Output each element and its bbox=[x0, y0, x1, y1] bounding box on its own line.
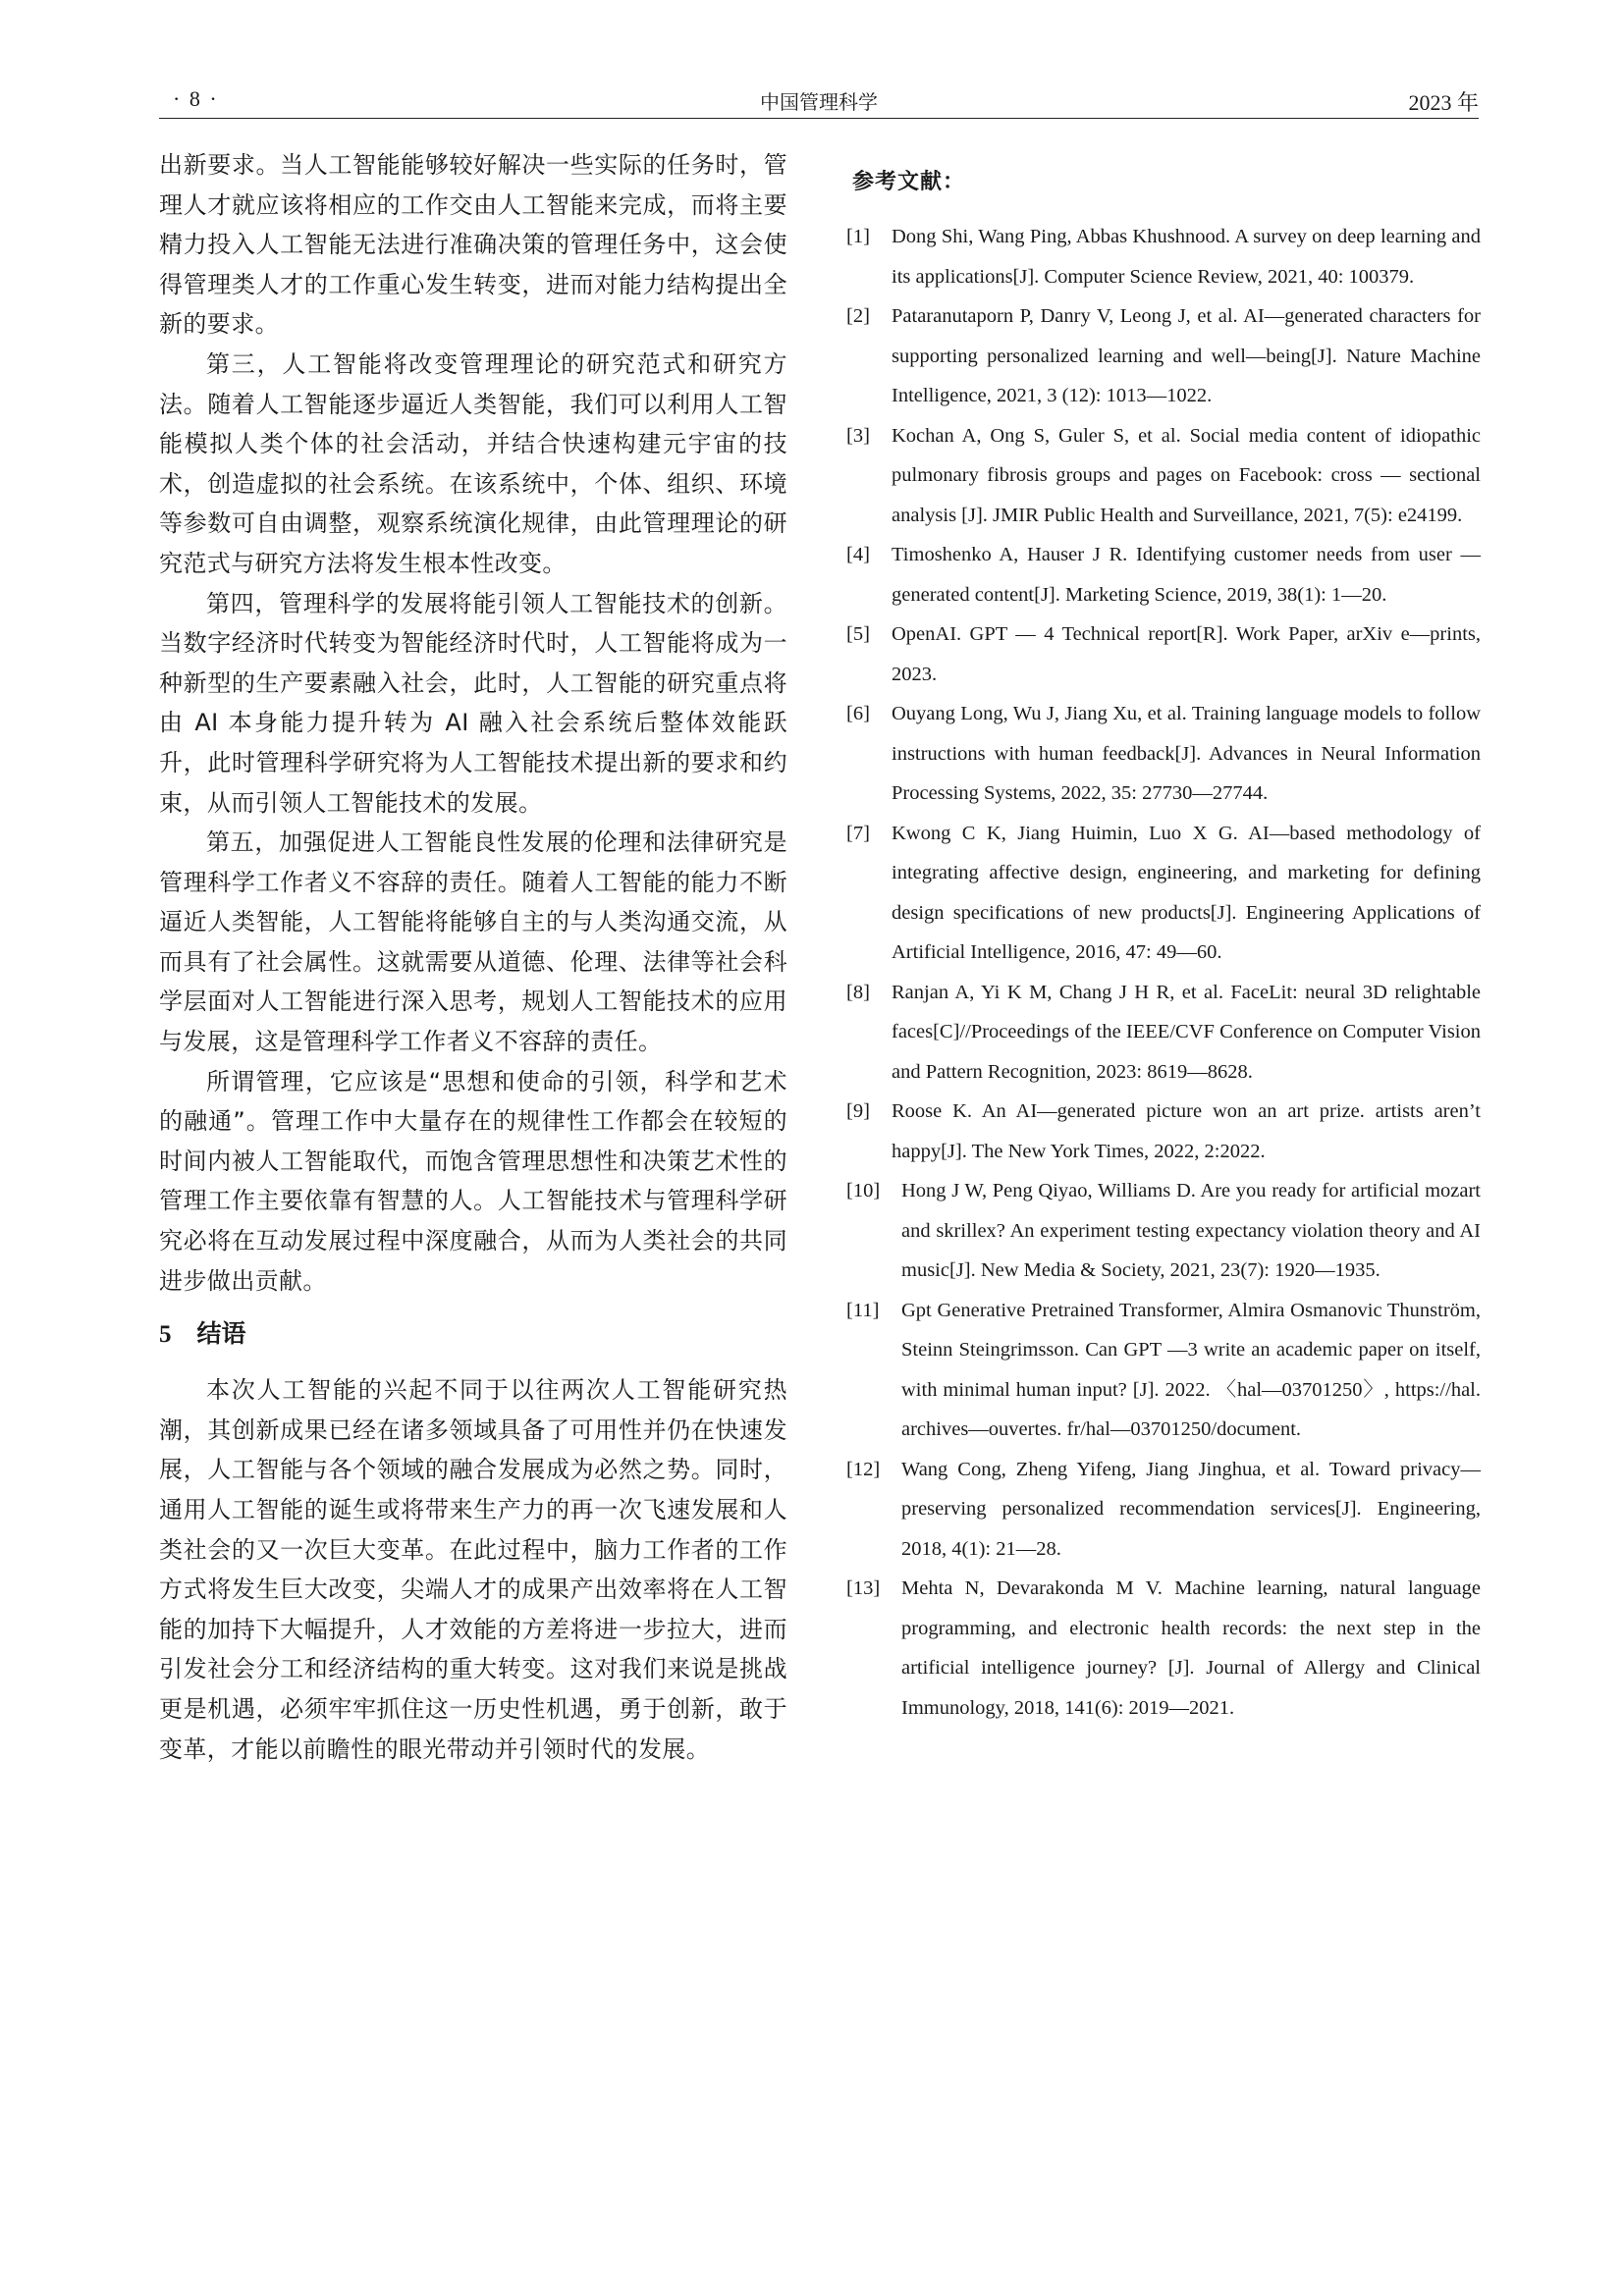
reference-number: [3] bbox=[846, 424, 870, 447]
body-paragraph: 第五，加强促进人工智能良性发展的伦理和法律研究是管理科学工作者义不容辞的责任。随着人工智能的能力不断逼近人类智能，人工智能将能够自主的与人类沟通交流，从而具有了社会属性。这就需要从道德、伦理、法律等社会科学层面对人工智能进行深入思考，规划人工智能技术的应用与发展，这是管理科学工作者义不容辞的责任。 bbox=[159, 828, 787, 1056]
reference-item bbox=[846, 416, 1481, 536]
reference-item bbox=[846, 1171, 1481, 1291]
reference-number: [2] bbox=[846, 305, 870, 327]
reference-number: [13] bbox=[846, 1577, 881, 1599]
page-number: · 8 · bbox=[173, 86, 219, 111]
reference-item bbox=[846, 217, 1481, 296]
reference-number: [1] bbox=[846, 226, 870, 247]
reference-number: [12] bbox=[846, 1458, 881, 1480]
reference-number: [7] bbox=[846, 822, 870, 844]
left-column bbox=[159, 145, 787, 1769]
section-number: 5 bbox=[159, 1321, 172, 1349]
reference-item bbox=[846, 1450, 1481, 1570]
reference-number: [6] bbox=[846, 703, 870, 724]
reference-number: [4] bbox=[846, 544, 870, 565]
reference-number: [9] bbox=[846, 1100, 870, 1122]
reference-text: Pataranutaporn P, Danry V, Leong J, et al. AI—generated characters for supporting personalized learning and well—being[J]. Nature Machine Intelligence, 2021, 3 (12): 1013—1022. bbox=[892, 305, 1481, 406]
reference-text: Gpt Generative Pretrained Transformer, Almira Osmanovic Thunström, Steinn Steingrimsson. Can GPT —3 write an academic paper on itself, with minimal human input? [J]. 2022. 〈hal—03701250〉, https://hal. archives—ouvertes. fr/hal—03701250/document. bbox=[901, 1299, 1481, 1440]
reference-item bbox=[846, 1092, 1481, 1171]
reference-text: Wang Cong, Zheng Yifeng, Jiang Jinghua, et al. Toward privacy—preserving personalized recommendation services[J]. Engineering, 2018, 4(1): 21—28. bbox=[901, 1458, 1481, 1560]
reference-list bbox=[846, 217, 1481, 1728]
references-column bbox=[846, 165, 1481, 1728]
body-paragraph: 出新要求。当人工智能能够较好解决一些实际的任务时，管理人才就应该将相应的工作交由人工智能来完成，而将主要精力投入人工智能无法进行准确决策的管理任务中，这会使得管理类人才的工作重心发生转变，进而对能力结构提出全新的要求。 bbox=[159, 151, 787, 339]
reference-number: [10] bbox=[846, 1180, 881, 1201]
reference-text: Roose K. An AI—generated picture won an art prize. artists aren’t happy[J]. The New York Times, 2022, 2:2022. bbox=[892, 1100, 1481, 1162]
body-paragraph: 第四，管理科学的发展将能引领人工智能技术的创新。当数字经济时代转变为智能经济时代时，人工智能将成为一种新型的生产要素融入社会，此时，人工智能的研究重点将由 AI 本身能力提升转为 AI 融入社会系统后整体效能跃升，此时管理科学研究将为人工智能技术提出新的要求和约束，从而引领人工智能技术的发展。 bbox=[159, 589, 787, 817]
reference-text: OpenAI. GPT — 4 Technical report[R]. Work Paper, arXiv e—prints, 2023. bbox=[892, 623, 1481, 685]
reference-text: Dong Shi, Wang Ping, Abbas Khushnood. A survey on deep learning and its applications[J]. Computer Science Review, 2021, 40: 100379. bbox=[892, 226, 1481, 288]
reference-text: Ranjan A, Yi K M, Chang J H R, et al. FaceLit: neural 3D relightable faces[C]//Proceedings of the IEEE/CVF Conference on Computer Vision and Pattern Recognition, 2023: 8619—8628. bbox=[892, 981, 1481, 1083]
references-title: 参考文献： bbox=[852, 170, 966, 194]
page-header bbox=[159, 84, 1479, 119]
publication-year: 2023 年 bbox=[1408, 90, 1479, 115]
section-heading bbox=[159, 1314, 787, 1355]
reference-number: [8] bbox=[846, 981, 870, 1003]
reference-text: Hong J W, Peng Qiyao, Williams D. Are you ready for artificial mozart and skrillex? An experiment testing expectancy violation theory and AI music[J]. New Media & Society, 2021, 23(7): 1920—1935. bbox=[901, 1180, 1481, 1281]
section-title: 结语 bbox=[196, 1319, 246, 1349]
reference-item bbox=[846, 694, 1481, 814]
reference-item bbox=[846, 535, 1481, 614]
body-paragraph: 所谓管理，它应该是“思想和使命的引领，科学和艺术的融通”。管理工作中大量存在的规律性工作都会在较短的时间内被人工智能取代，而饱含管理思想性和决策艺术性的管理工作主要依靠有智慧的人。人工智能技术与管理科学研究必将在互动发展过程中深度融合，从而为人类社会的共同进步做出贡献。 bbox=[159, 1067, 787, 1295]
reference-item bbox=[846, 814, 1481, 973]
reference-number: [11] bbox=[846, 1299, 880, 1321]
reference-text: Kwong C K, Jiang Huimin, Luo X G. AI—based methodology of integrating affective design, engineering, and marketing for defining design specifications of new products[J]. Engineering Applications of Artificial Intelligence, 2016, 47: 49—60. bbox=[892, 822, 1481, 963]
reference-text: Timoshenko A, Hauser J R. Identifying customer needs from user — generated content[J]. Marketing Science, 2019, 38(1): 1—20. bbox=[892, 544, 1481, 606]
conclusion-paragraph: 本次人工智能的兴起不同于以往两次人工智能研究热潮，其创新成果已经在诸多领域具备了可用性并仍在快速发展，人工智能与各个领域的融合发展成为必然之势。同时，通用人工智能的诞生或将带来生产力的再一次飞速发展和人类社会的又一次巨大变革。在此过程中，脑力工作者的工作方式将发生巨大改变，尖端人才的成果产出效率将在人工智能的加持下大幅提升，人才效能的方差将进一步拉大，进而引发社会分工和经济结构的重大转变。这对我们来说是挑战更是机遇，必须牢牢抓住这一历史性机遇，勇于创新，敢于变革，才能以前瞻性的眼光带动并引领时代的发展。 bbox=[159, 1376, 787, 1763]
reference-number: [5] bbox=[846, 623, 870, 645]
reference-text: Kochan A, Ong S, Guler S, et al. Social media content of idiopathic pulmonary fibrosis groups and pages on Facebook: cross — sectional analysis [J]. JMIR Public Health and Surveillance, 2021, 7(5): e24199. bbox=[892, 424, 1481, 526]
reference-item bbox=[846, 1291, 1481, 1450]
journal-title: 中国管理科学 bbox=[760, 90, 878, 114]
reference-item bbox=[846, 614, 1481, 694]
reference-item bbox=[846, 296, 1481, 416]
reference-text: Mehta N, Devarakonda M V. Machine learning, natural language programming, and electronic health records: the next step in the artificial intelligence journey? [J]. Journal of Allergy and Clinical Immunology, 2018, 141(6): 2019—2021. bbox=[901, 1577, 1481, 1719]
reference-text: Ouyang Long, Wu J, Jiang Xu, et al. Training language models to follow instructions with human feedback[J]. Advances in Neural Information Processing Systems, 2022, 35: 27730—27744. bbox=[892, 703, 1481, 804]
reference-item bbox=[846, 1569, 1481, 1728]
body-paragraph: 第三，人工智能将改变管理理论的研究范式和研究方法。随着人工智能逐步逼近人类智能，我们可以利用人工智能模拟人类个体的社会活动，并结合快速构建元宇宙的技术，创造虚拟的社会系统。在该系统中，个体、组织、环境等参数可自由调整，观察系统演化规律，由此管理理论的研究范式与研究方法将发生根本性改变。 bbox=[159, 349, 787, 577]
reference-item bbox=[846, 973, 1481, 1093]
